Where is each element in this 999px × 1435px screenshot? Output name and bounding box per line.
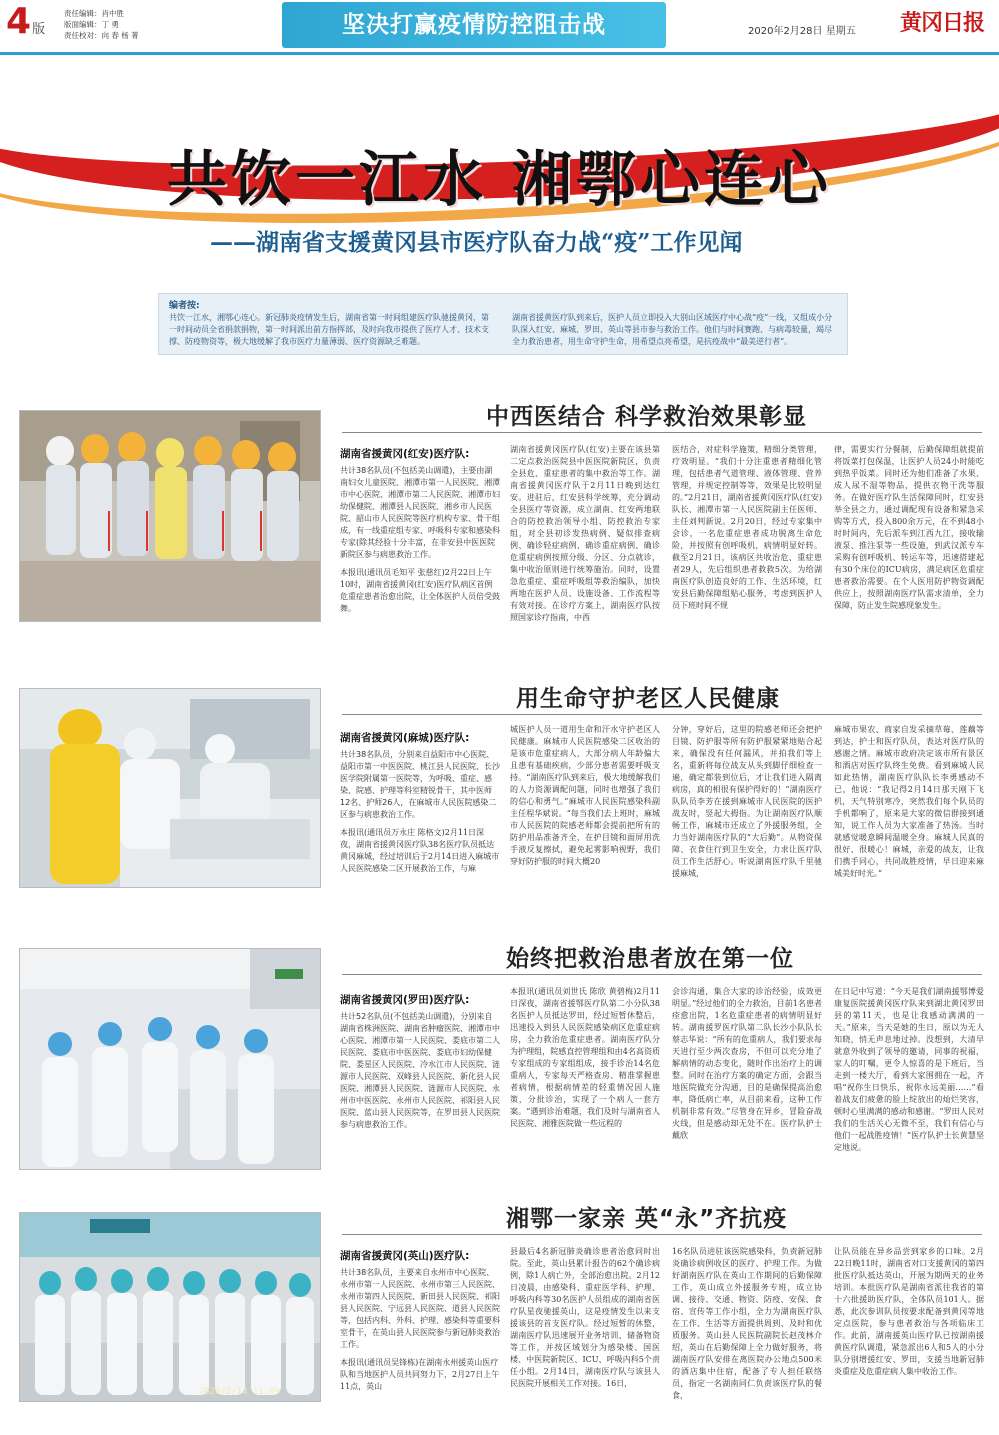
page-number: 4版 — [6, 1, 46, 42]
article-column: 县最后4名新冠肺炎确诊患者治愈同时出院。至此，英山县累计报告的62个确诊病例，除1人病亡外，全部治愈出院。2月12日凌晨，由感染科、重症医学科、护理、呼吸内科等30名医护人员组成的湖南省医疗队星夜驰援英山，这是疫情发生以来支援该县的首支医疗队。经过短暂的休整，湖南医疗队迅速展开业务培训、储备物资等工作，并按区域划分为感染楼、国医楼、中医院新院区、ICU、呼吸内科5个责任小组。2月14日，湖南医疗队与该县人民医院开展相关工作对接。16日， — [510, 1247, 660, 1388]
editor-note-label: 编者按: — [169, 301, 200, 311]
article-column: 让队员能在异乡品尝到家乡的口味。2月22日晚11时，湖南省对口支援黄冈的第四批医疗队抵达英山，开展为期两天的业务培训。本批医疗队是湖南省派往我省的第十六批援助医疗队，全体队员101人。据悉，此次参训队员按要求配备到黄冈等地定点医院，参与患者救治与各项临床工作。此前，湖南援英山医疗队已按湖南援黄医疗队调遣，紧急派出6人和5人的小分队分别增援红安、罗田，支援当地新冠肺炎重症及危重症病人集中收治工作。 — [834, 1247, 984, 1376]
team-name: 湖南省援黄冈(罗田)医疗队: — [340, 994, 470, 1006]
photo-hongan-medical-team — [19, 410, 321, 622]
editor-note-right-text: 湖南省援黄医疗队到来后，医护人员立即投入大别山区域医疗中心战“疫”一线，又组成小分队深入红安、麻城、罗田、英山等县市参与救治工作。他们与时间赛跑、与病毒较量，竭尽全力救治患者，用生命守护生命，用希望点亮希望，是抗疫战中“最美逆行者”。 — [512, 313, 833, 346]
editor-credits — [64, 8, 139, 41]
article-column: 本报讯(通讯员刘世氏 陈欣 黄碧梅)2月11日深夜，湖南省援鄂医疗队第二小分队38名医护人员抵达罗田，经过短暂休整后，迅速投入到县人民医院感染病区危重症病房，全力救治危重症患者。湖南医疗队分为护理组，院感直控管理组和由4名高资质专家组成的专家组组成，接手诊治14名危重病人，专家每天严格查房、精准掌握患者病情，根据病情差的轻重情况因人施策，分批诊治，实现了一个病人一套方案。“遇到诊治难题，我们及时与湖南省人民医院、湘雅医院做一些远程的 — [510, 987, 660, 1128]
editor-note — [158, 293, 848, 355]
team-intro: 共计38名队员(不包括美山调遣)，主要由湖南妇女儿童医院、湘潭市第一人民医院、湘潭市中心医院、湘潭市第二人民医院、湘潭市妇幼保健院、湘潭县人民医院、湘乡市人民医院、韶山市人民医院等医疗机构专家、骨干组成，有一线重症组专家、呼吸科专家和感染科专家(除其经验十分丰富，在非安县中医医院新院区参与病患救治工作。 — [340, 466, 500, 559]
team-intro: 共计52名队员(不包括美山调遣)，分别来自湖南省株洲医院、湖南省肿瘤医院、湘潭市中心医院、湘潭市第一人民医院、娄底市第二人民医院、娄底市中医医院、娄底市妇幼保健院、娄星区人民医院、冷水江市人民医院、涟源市人民医院、双峰县人民医院、新化县人民医院、湘潭县人民医院、涟源市人民医院、永州市中医医院、永州市人民医院、祁阳县人民医院、蓝山县人民医院等，在罗田县人民医院参与病患救治工作。 — [340, 1012, 500, 1129]
article-column: 16名队员进驻该医院感染科，负责新冠肺炎确诊病例收区的医疗、护理工作。为做好湖南医疗队在英山工作期间的后勤保障工作，英山成立外援服务专班，成立协调、接待、交通、物资、防疫、安保、食宿、宣传等工作小组，全力为湖南医疗队在工作、生活等方面提供周到、及时和优质服务。英山县人民医院副院长赵茂林介绍，英山在后勤保障上全力做好服务，将湖南医疗队安排在离医院办公地点500米的酒店集中住宿，配备了专人担任联络员，指定一名湖南同仁负责该医疗队的餐食， — [672, 1247, 822, 1400]
section-title: 中西医结合 科学救治效果彰显 — [486, 404, 808, 430]
article-column: 分钟，穿好后，这里的院感老师还会把护目镜、防护服等所有防护服紧紧地贴合起来，确保没有任何漏风，并拍我们等上名，重新将每位战友从头到脚仔细检查一遍，确定都装到位后，才让我们进入隔离病房，真的相很有保护得好的！”湖南医疗队队员李芳在援到麻城市人民医院的医护战友时，竖起大拇指。为让湖南医疗队顺畅工作，麻城市还成立了外援服务组，全力当好湖南医疗队的“大后勤”。从物资保障、衣食住行到卫生安全，力求让医疗队员工作生活舒心。听说湖南医疗队千里驰援麻城， — [672, 725, 822, 878]
article-column: 湖南省援黄冈医疗队(红安)主要在该县第二定点救治医院县中医医院新院区，负责全县危、重症患者的集中救治等工作。湖南省援黄冈医疗队于2月11日晚到达红安。进驻后，红安县科学统筹，充分调动全县医疗等资源，成立湖南、红安两地联合的防控救治领导小组、防控救治专家组，对全县初诊发热病例、疑似排查病例、确诊轻症病例、确诊重症病例、确诊危重症病例按照分级、分区、分点就诊，集中收治原则进行统筹施治。同时，设置急危重症、重症呼吸组等救治编队，加快两地在医护人员、设施设备、工作流程等有效对接。在诊疗方案上，湖南医疗队按照国家诊疗指南，中西 — [510, 445, 660, 622]
article-column: 城医护人员一道用生命和汗水守护老区人民健康。麻城市人民医院感染二区收治的是该市危重症病人，大部分病人年龄偏大且患有基础疾病，少部分患者需要呼吸支持。“湖南医疗队到来后，极大地缓解我们的人力资源调配问题，同时也增强了我们的信心和勇气。”麻城市人民医院感染科副主任程华斌说。“每当我们去上班时，麻城市人民医院的院感老师都会提前把所有的防护用品准备齐全，在护目镜和面屏用洗手液反复擦拭，避免起雾影响视野，我们穿好防护服的时间大概20 — [510, 725, 660, 866]
photo-macheng-ward — [19, 688, 321, 888]
issue-date: 2020年2月28日 星期五 — [748, 26, 856, 37]
article-lead: 本报讯(通讯员吴锋栋)在湖南永州援英山医疗队和当地医护人员共同努力下，2月27日上午11点，英山 — [340, 1358, 500, 1391]
team-intro: 共计38名队员，分别来自益阳市中心医院、益阳市第一中医医院、桃江县人民医院、长沙医学院附属第一医院等，为呼吸、重症、感染、院感、护理等科室精锐骨干，其中医师12名、护师26人，在麻城市人民医院感染二区参与病患救治工作。 — [340, 750, 500, 819]
team-info-luotian — [340, 992, 500, 1137]
team-info-hongan — [340, 446, 500, 615]
photo-yingshan-team — [19, 1212, 321, 1402]
article-column: 医结合，对症科学施策，精细分类管理，疗效明显。“我们十分注重患者精细化管理，包括患者气道管理、液体管理、营养管理，并规定控制等等，效果是比较明显的。”2月21日，湖南省援黄冈医疗队(红安)队长、湘潭市第一人民医院副主任医师、主任刘判新说。2月20日，经过专家集中会诊，一名危重症患者成功脱离生命危险，并按照有创呼吸机，病情明显好转。截至2月21日，该病区共收治危、重症患者29人，先后组织患者救救5次。为给湖南医疗队创造良好的工作、生活环境，红安县后勤保障组贴心服务，考虑到医护人员下班时间不规 — [672, 445, 822, 610]
team-name: 湖南省援黄冈(红安)医疗队: — [340, 448, 470, 460]
credit-proofreader: 责任校对：向 春 杨 菁 — [64, 31, 139, 40]
article-column: 会诊沟通，集合大家的诊治经验，成效更明显。”经过他们的全力救治，目前1名患者痊愈出院，1名危重症患者的病情明显好转。湖南援罗医疗队第二队长沙小队队长蔡志华说：“所有的危重病人，我们要求每天进行至少两次查房，不但可以充分地了解病情的动态变化，随时作出治疗上的调整。同时在治疗方案的确定方面，会跟当地医院做充分沟通，目的是确保提高治愈率，降低病亡率，从目前来看，这种工作机制非常有效。”尽管身在异乡，冒险奋战火线，但是感动却无处不在。医疗队护士戴欣 — [672, 987, 822, 1140]
photo-luotian-consultation — [19, 948, 321, 1170]
section-rule — [342, 1234, 982, 1235]
hero-banner — [0, 58, 999, 288]
article-lead: 本报讯(通讯员毛知平 张慈红)2月22日上午10时，湖南省援黄冈(红安)医疗队病区首例危重症患者治愈出院，让全体医护人员倍受鼓舞。 — [340, 568, 500, 613]
article-column: 在日记中写道：“今天是我们湖南援鄂博爱康复医院援黄冈医疗队来到湖北黄冈罗田县的第11天，也是让我感动满满的一天。”原来，当天是她的生日，原以为无人知晓，悄无声息地过掉。没想到，大清早就意外收到了领导的邀请，同事的祝福，家人的叮嘱，更令人惊喜的是下班后，当走到一楼大厅，看到大家围拥在一起，齐唱“祝你生日快乐，祝你永远美丽……”看着战友们疲惫的脸上绽放出的灿烂笑容，顿时心里满满的感动和感谢。“罗田人民对我们的生活关心无微不至，我们有信心与他们一起战胜疫情！”医疗队护士长黄慧坚定地说。 — [834, 987, 984, 1152]
hero-subtitle: ——湖南省支援黄冈县市医疗队奋力战“疫”工作见闻 — [210, 229, 743, 256]
team-info-macheng — [340, 730, 500, 875]
section-rule — [342, 432, 982, 433]
section-title: 用生命守护老区人民健康 — [516, 686, 780, 712]
credit-chief-editor: 责任编辑：肖中胜 — [64, 9, 124, 18]
team-name: 湖南省援黄冈(麻城)医疗队: — [340, 732, 470, 744]
masthead — [0, 0, 999, 52]
article-column: 律，需要实行分餐制，后勤保障组就提前将饭菜打包保温，让医护人员24小时能吃到热乎饭菜。同时还为他们准备了水果、成人尿不湿等物品，提供衣物干洗等服务。在做好医疗队生活保障同时，红安县举全县之力，通过调配现有设备和紧急采购等方式，投入800余万元，在不到48小时时间内，先后派车到江西九江，接收输液泵、推注泵等一些设施，到武汉派专车采购有创呼吸机、转运车等，迅速搭建起有30个床位的ICU病房，满足病区危重症患者救治需要。在个人医用防护物资调配供应上，按照湖南医疗队需求清单，全力保障，防止发生院感现象发生。 — [834, 445, 984, 610]
section-rule — [342, 714, 982, 715]
header-divider — [0, 52, 999, 55]
section-rule — [342, 974, 982, 975]
column-banner: 坚决打赢疫情防控阻击战 — [282, 2, 666, 48]
hero-title: 共饮一江水 湘鄂心连心 — [167, 145, 832, 215]
team-intro: 共计38名队员，主要来自永州市中心医院、永州市第一人民医院、永州市第三人民医院、永州市第四人民医院、新田县人民医院、祁阳县人民医院、宁远县人民医院、道县人民医院等，包括内科、外科、护理、感染科等重要科室骨干，在英山县人民医院参与新冠肺炎救治工作。 — [340, 1268, 500, 1349]
article-column: 麻城市果农、商家自发采摘草莓、莲藕等到达，护士和医疗队员，表达对医疗队的感谢之情。麻城市政府决定该市所有景区和酒店对医疗队终生免费。看到麻城人民如此热情，湖南医疗队队长李勇感动不已，他说：“我记得2月14日那天刚下飞机，天气特别寒冷，突然我们每个队员的手机都响了，原来是大家的微信群接到通知，说工作人员为大家准备了热汤。当时就感觉暖意瞬间温暖全身。麻城人民真的很好、很暖心！麻城，亲爱的战友，让我们携手同心，共同战胜疫情，早日迎来麻城美好时光。” — [834, 725, 984, 878]
editor-note-right — [512, 300, 837, 348]
editor-note-left-text: 共饮一江水，湘鄂心连心。新冠肺炎疫情发生后，湖南省第一时间组建医疗队驰援黄冈，第一时间动员全省捐款捐物，第一时间派出前方指挥部，及时向我市提供了医疗人才、技术支撑、防疫物资等，极大地缓解了我市医疗力量薄弱、医疗资源缺乏难题。 — [169, 313, 489, 346]
team-name: 湖南省援黄冈(英山)医疗队: — [340, 1250, 470, 1262]
editor-note-left — [169, 300, 494, 348]
newspaper-logo: 黄冈日报 — [900, 10, 985, 36]
section-title: 始终把救治患者放在第一位 — [506, 946, 794, 972]
credit-layout-editor: 版面编辑：丁 勇 — [64, 20, 119, 29]
section-title: 湘鄂一家亲 英“永”齐抗疫 — [506, 1206, 788, 1232]
team-info-yingshan — [340, 1248, 500, 1393]
photo-timestamp: 2020/2/14 11:09 — [198, 1387, 280, 1397]
article-lead: 本报讯(通讯员万永庄 陈格文)2月11日深夜，湖南省援黄冈医疗队38名医疗队员抵达黄冈麻城，经过培训后于2月14日进入麻城市人民医院感染二区开展救治工作，与麻 — [340, 828, 500, 873]
